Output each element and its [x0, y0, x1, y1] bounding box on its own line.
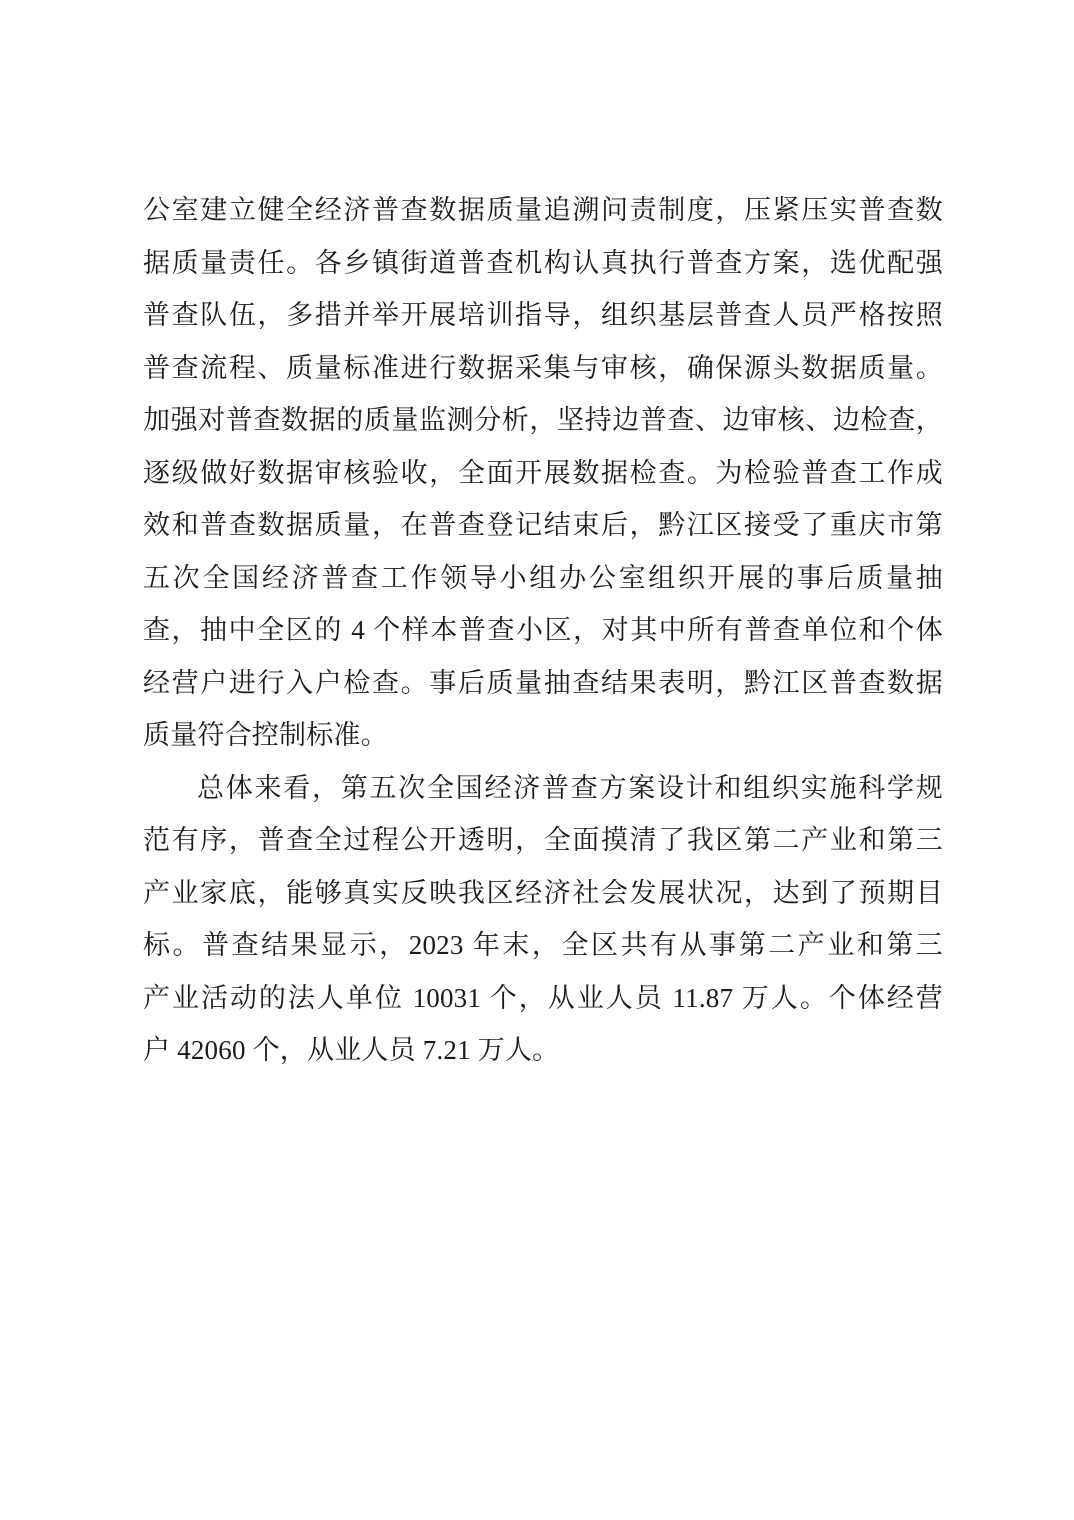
text-line: 普查队伍，多措并举开展培训指导，组织基层普查人员严格按照: [143, 300, 943, 330]
text-line: 查，抽中全区的 4 个样本普查小区，对其中所有普查单位和个体: [143, 615, 943, 645]
text-line: 产业家底，能够真实反映我区经济社会发展状况，达到了预期目: [143, 877, 943, 908]
text-line: 产业活动的法人单位 10031 个，从业人员 11.87 万人。个体经营: [143, 982, 943, 1013]
document-body: [143, 184, 943, 1077]
text-line: 五次全国经济普查工作领导小组办公室组织开展的事后质量抽: [143, 562, 943, 593]
text-line: 质量符合控制标准。: [143, 720, 388, 750]
text-line: 标。普查结果显示，2023 年末，全区共有从事第二产业和第三: [143, 930, 943, 960]
text-line: 范有序，普查全过程公开透明，全面摸清了我区第二产业和第三: [143, 825, 943, 855]
text-line: 户 42060 个，从业人员 7.21 万人。: [143, 1035, 560, 1065]
paragraph: [143, 762, 943, 1077]
paragraph: [143, 184, 943, 762]
text-line: 逐级做好数据审核验收，全面开展数据检查。为检验普查工作成: [143, 457, 943, 488]
text-line: 普查流程、质量标准进行数据采集与审核，确保源头数据质量。: [143, 352, 943, 383]
text-line: 公室建立健全经济普查数据质量追溯问责制度，压紧压实普查数: [143, 195, 943, 225]
text-line: 加强对普查数据的质量监测分析，坚持边普查、边审核、边检查，: [143, 405, 943, 435]
text-line: 总体来看，第五次全国经济普查方案设计和组织实施科学规: [197, 772, 943, 803]
text-line: 经营户进行入户检查。事后质量抽查结果表明，黔江区普查数据: [143, 667, 943, 698]
text-line: 据质量责任。各乡镇街道普查机构认真执行普查方案，选优配强: [143, 247, 943, 278]
text-line: 效和普查数据质量，在普查登记结束后，黔江区接受了重庆市第: [143, 510, 943, 540]
